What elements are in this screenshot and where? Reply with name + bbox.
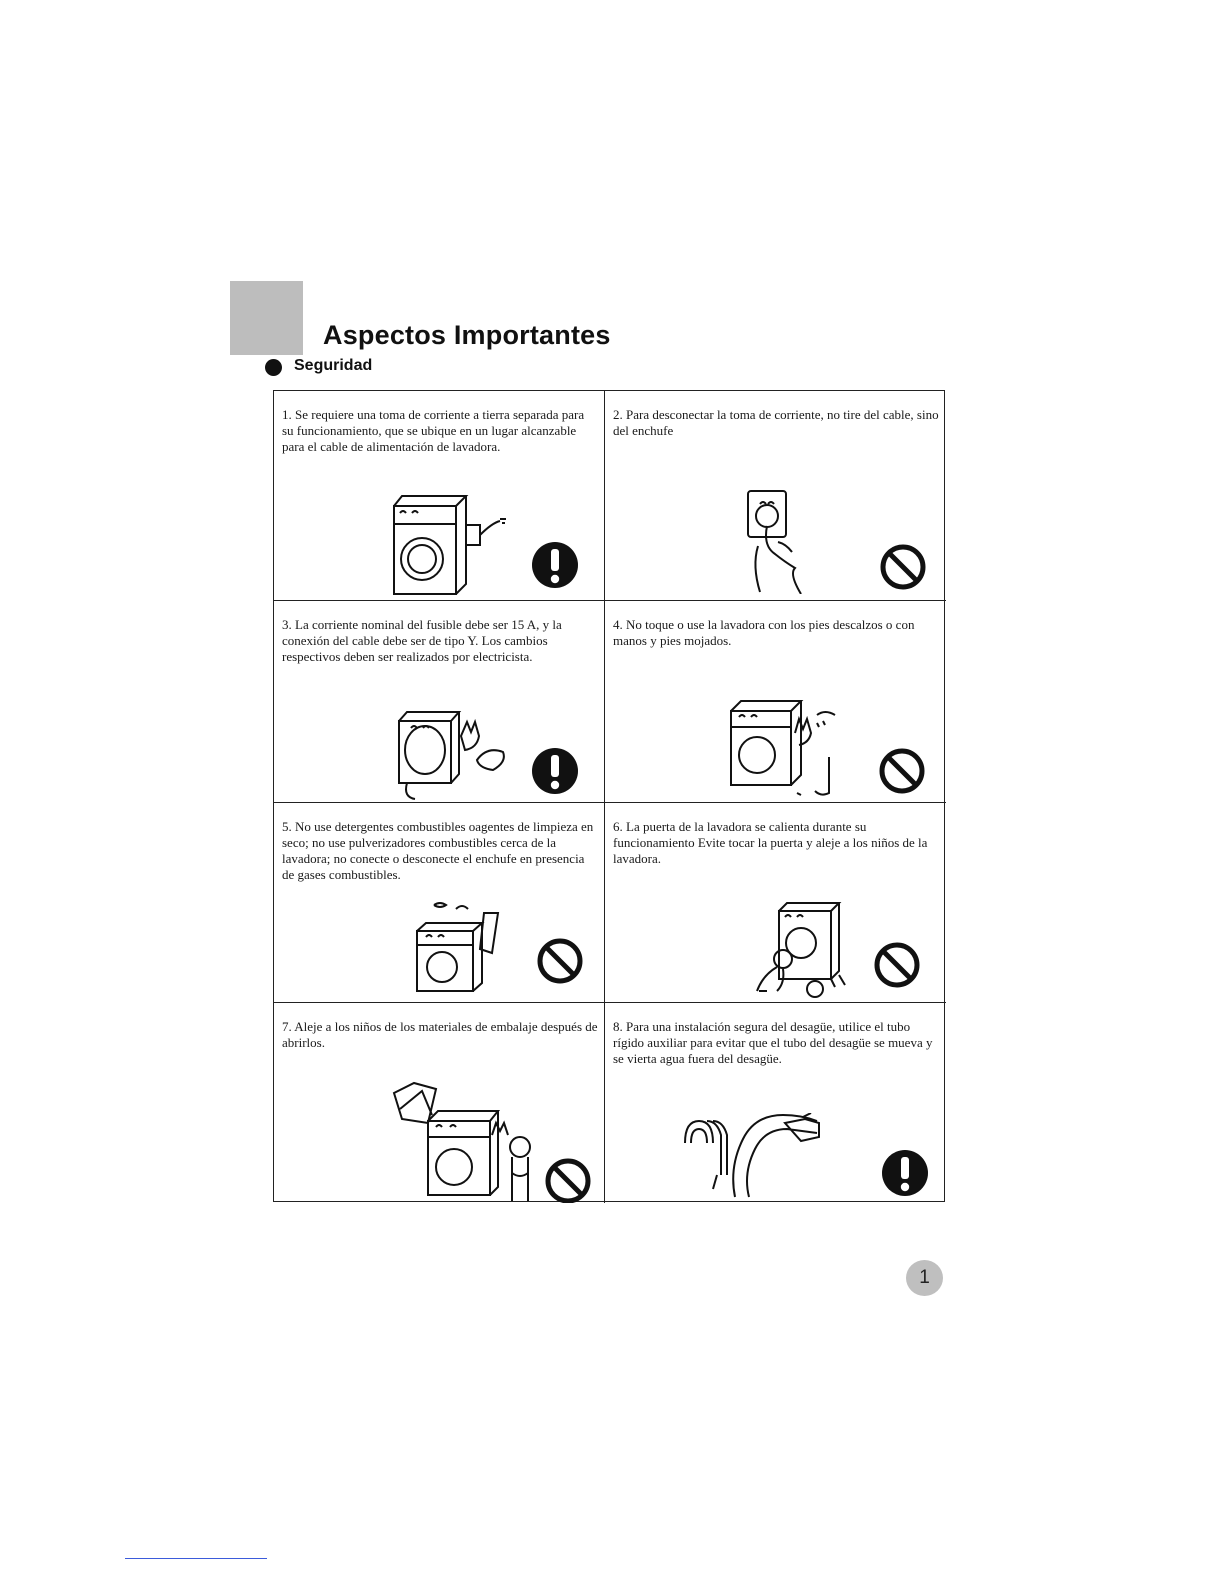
safety-item-text: 1. Se requiere una toma de corriente a tierra separada para su funcionamiento, que se ubique en un lugar alcanzable para el cable de alimentación de lavadora. <box>282 407 585 454</box>
safety-item-1 <box>274 391 605 601</box>
exclamation-icon <box>531 747 579 795</box>
safety-item-text: 4. No toque o use la lavadora con los pies descalzos o con manos y pies mojados. <box>613 617 915 648</box>
fuse-plug-illustration <box>389 706 514 801</box>
exclamation-icon <box>881 1149 929 1197</box>
safety-item-2 <box>605 391 946 601</box>
safety-item-4 <box>605 601 946 803</box>
footer-link-underline <box>125 1558 267 1559</box>
child-packaging-washer-illustration <box>388 1079 538 1203</box>
combustible-spray-washer-illustration <box>412 899 512 999</box>
safety-item-text: 6. La puerta de la lavadora se calienta durante su funcionamiento Evite tocar la puerta y aleje a los niños de la lavadora. <box>613 819 928 866</box>
safety-item-8 <box>605 1003 946 1203</box>
page-number: 1 <box>906 1260 943 1296</box>
wet-hands-feet-washer-illustration <box>725 693 845 801</box>
drain-hose-installation-illustration <box>677 1113 827 1199</box>
safety-item-3 <box>274 601 605 803</box>
prohibited-icon <box>879 543 927 591</box>
plug-unplugging-illustration <box>738 486 828 594</box>
safety-item-5 <box>274 803 605 1003</box>
safety-item-text: 2. Para desconectar la toma de corriente, no tire del cable, sino del enchufe <box>613 407 939 438</box>
safety-item-text: 3. La corriente nominal del fusible debe ser 15 A, y la conexión del cable debe ser de tipo Y. Los cambios respectivos deben ser realizados por electricista. <box>282 617 562 664</box>
section-marker-block <box>230 281 303 355</box>
safety-item-text: 8. Para una instalación segura del desagüe, utilice el tubo rígido auxiliar para evitar que el tubo del desagüe se mueva y se vierta agua fuera del desagüe. <box>613 1019 933 1066</box>
bullet-icon <box>265 359 282 376</box>
prohibited-icon <box>873 941 921 989</box>
child-near-washer-illustration <box>747 901 857 1001</box>
prohibited-icon <box>878 747 926 795</box>
washer-grounded-outlet-illustration <box>384 491 519 599</box>
safety-instructions-grid <box>273 390 945 1202</box>
safety-item-7 <box>274 1003 605 1203</box>
page-title: Aspectos Importantes <box>323 320 611 350</box>
exclamation-icon <box>531 541 579 589</box>
safety-item-text: 7. Aleje a los niños de los materiales de embalaje después de abrirlos. <box>282 1019 598 1050</box>
section-subtitle: Seguridad <box>294 357 373 374</box>
safety-item-6 <box>605 803 946 1003</box>
prohibited-icon <box>544 1157 592 1203</box>
safety-item-text: 5. No use detergentes combustibles oagentes de limpieza en seco; no use pulverizadores combustibles cerca de la lavadora; no conecte o desconecte el enchufe en presencia de gases combustibles. <box>282 819 594 882</box>
prohibited-icon <box>536 937 584 985</box>
